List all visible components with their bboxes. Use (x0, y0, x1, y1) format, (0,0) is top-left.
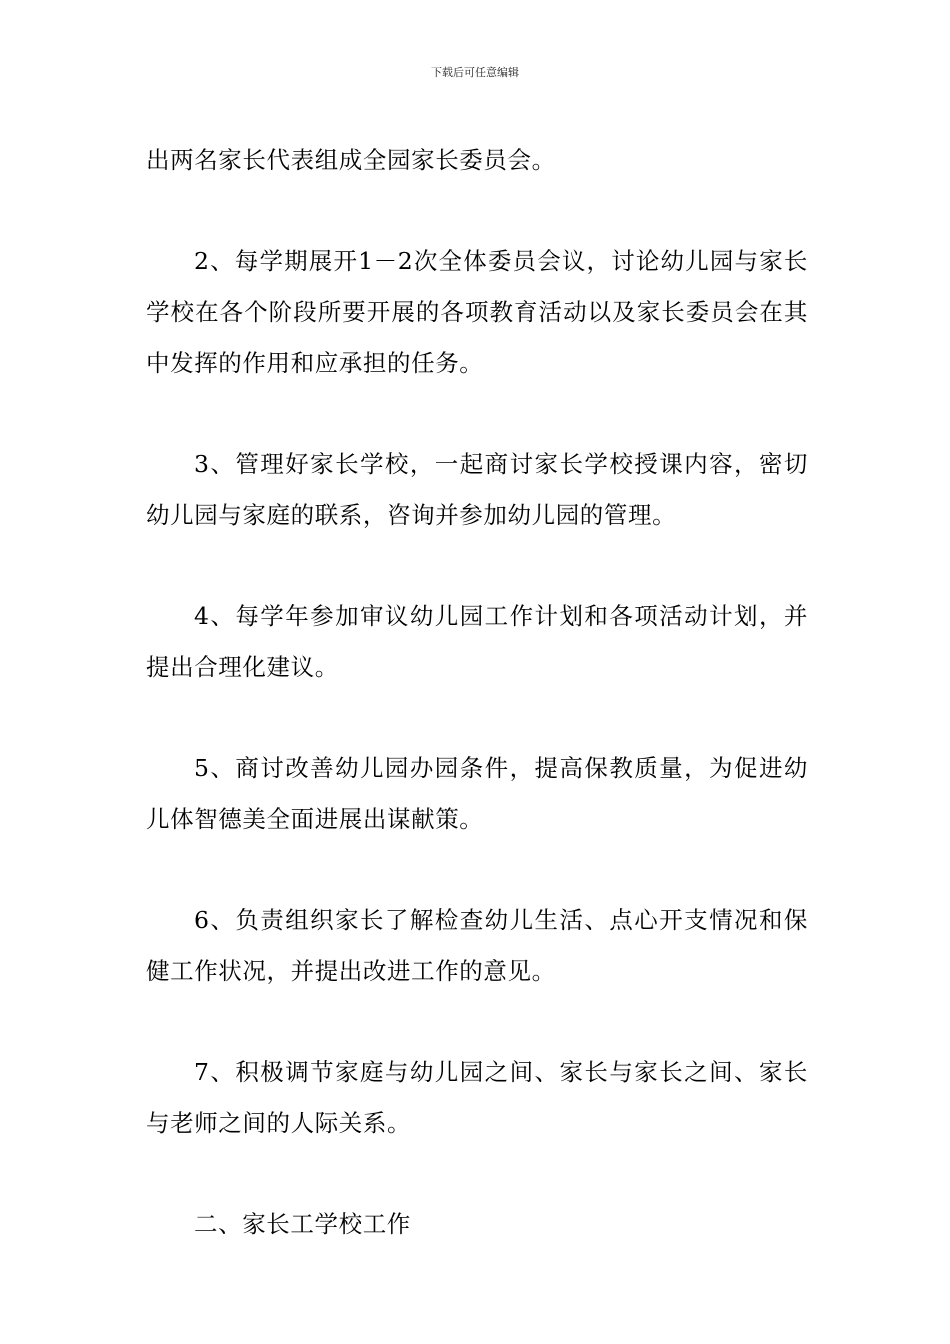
page-header-note: 下载后可任意编辑 (431, 66, 519, 79)
document-body (146, 135, 808, 1250)
paragraph-item-5: 5、商讨改善幼儿园办园条件，提高保教质量，为促进幼儿体智德美全面进展出谋献策。 (146, 754, 808, 833)
paragraph-item-3: 3、管理好家长学校，一起商讨家长学校授课内容，密切幼儿园与家庭的联系，咨询并参加幼儿园的管理。 (146, 450, 808, 529)
paragraph-item-6: 6、负责组织家长了解检查幼儿生活、点心开支情况和保健工作状况，并提出改进工作的意见。 (146, 906, 808, 985)
section-heading: 二、家长工学校工作 (194, 1210, 411, 1238)
paragraph-item-4: 4、每学年参加审议幼儿园工作计划和各项活动计划，并提出合理化建议。 (146, 602, 808, 681)
paragraph-continuation: 出两名家长代表组成全园家长委员会。 (146, 146, 556, 174)
paragraph-item-2: 2、每学期展开1－2次全体委员会议，讨论幼儿园与家长学校在各个阶段所要开展的各项教育活动以及家长委员会在其中发挥的作用和应承担的任务。 (146, 247, 808, 377)
paragraph-item-7: 7、积极调节家庭与幼儿园之间、家长与家长之间、家长与老师之间的人际关系。 (146, 1058, 808, 1137)
